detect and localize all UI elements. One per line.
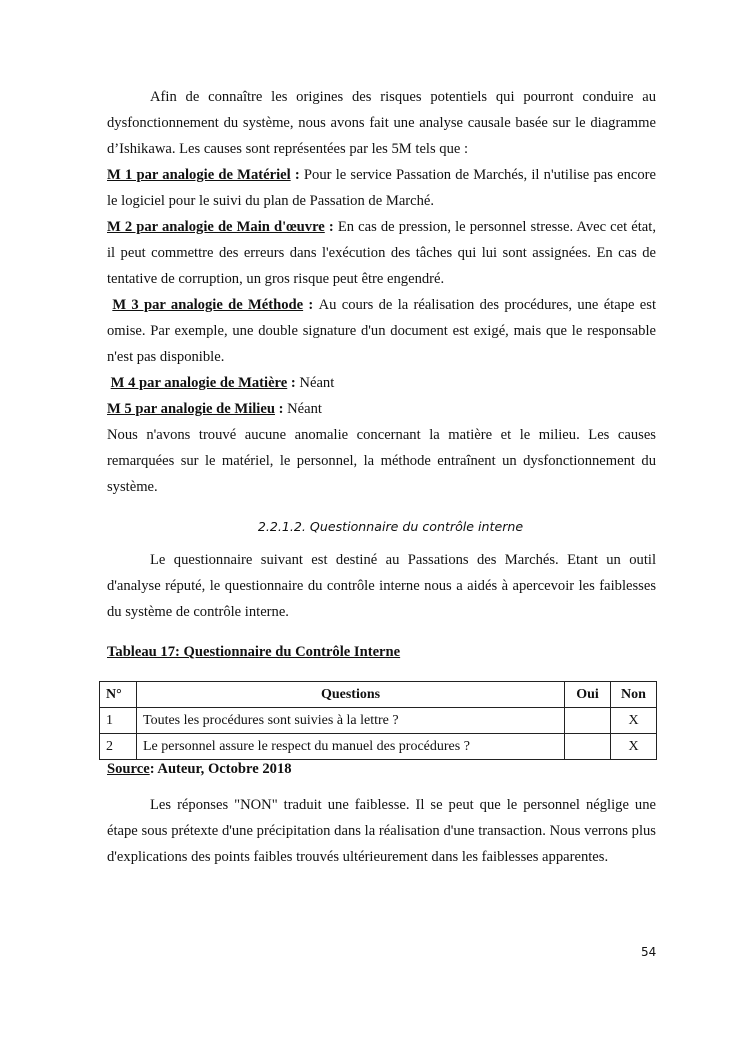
m4-separator: : [287,375,300,391]
m4-text: Néant [299,375,335,391]
m2-separator: : [324,219,338,235]
m5-text: Néant [287,401,322,417]
row-question: Toutes les procédures sont suivies à la lettre ? [137,708,565,734]
row-num: 2 [100,734,137,760]
header-num: N° [100,682,137,708]
m1-label: M 1 par analogie de Matériel [107,167,291,183]
row-non: X [611,734,657,760]
row-oui [565,708,611,734]
table-row [100,734,657,760]
conclusion-paragraph: Nous n'avons trouvé aucune anomalie concernant la matière et le milieu. Les causes remarquées sur le matériel, le personnel, la méthode entraînent un dysfonctionnement du système. [107,427,656,495]
page-number: 54 [641,945,657,959]
m3-paragraph [107,292,656,370]
row-non: X [611,708,657,734]
m5-separator: : [274,401,288,417]
m4-label: M 4 par analogie de Matière [110,375,288,391]
questionnaire-intro-paragraph: Le questionnaire suivant est destiné au Passations des Marchés. Etant un outil d'analyse réputé, le questionnaire du contrôle interne nous a aidés à apercevoir les faiblesses du système de contrôle interne. [107,552,656,620]
m4-paragraph [107,370,656,396]
table-source [107,760,656,778]
intro-paragraph: Afin de connaître les origines des risques potentiels qui pourront conduire au dysfonctionnement du système, nous avons fait une analyse causale basée sur le diagramme d’Ishikawa. Les causes sont représentées par les 5M tels que : [107,89,656,157]
m1-paragraph [107,162,656,214]
section-subtitle: 2.2.1.2. Questionnaire du contrôle interne [257,519,524,534]
header-non: Non [611,682,657,708]
m2-text: En cas de pression, le personnel stresse. Avec cet état, il peut commettre des erreurs dans l'exécution des tâches qui lui sont assignées. En cas de tentative de corruption, un gros risque peut être engendré. [107,219,656,287]
table-header-row [100,682,657,708]
header-questions: Questions [137,682,565,708]
m2-paragraph [107,214,656,292]
row-num: 1 [100,708,137,734]
row-oui [565,734,611,760]
source-label: Source [107,761,150,777]
table-caption: Tableau 17: Questionnaire du Contrôle Interne [107,644,401,660]
m3-label: M 3 par analogie de Méthode [112,297,304,313]
m1-text: Pour le service Passation de Marchés, il n'utilise pas encore le logiciel pour le suivi du plan de Passation de Marché. [107,167,656,209]
m2-label: M 2 par analogie de Main d'œuvre [107,219,325,235]
document-page [107,84,656,870]
header-oui: Oui [565,682,611,708]
closing-paragraph: Les réponses "NON" traduit une faiblesse. Il se peut que le personnel néglige une étape sous prétexte d'une précipitation dans la réalisation d'une transaction. Nous verrons plus d'explications des points faibles trouvés ultérieurement dans les faiblesses apparentes. [107,797,656,865]
m3-text: Au cours de la réalisation des procédures, une étape est omise. Par exemple, une double signature d'un document est exigé, mais que le responsable n'est pas disponible. [107,297,656,365]
m5-paragraph [107,396,656,422]
row-question: Le personnel assure le respect du manuel des procédures ? [137,734,565,760]
m1-separator: : [290,167,304,183]
m5-label: M 5 par analogie de Milieu [107,401,275,417]
questionnaire-table [99,681,657,760]
source-text: : Auteur, Octobre 2018 [149,761,292,777]
m3-separator: : [303,297,319,313]
table-row [100,708,657,734]
